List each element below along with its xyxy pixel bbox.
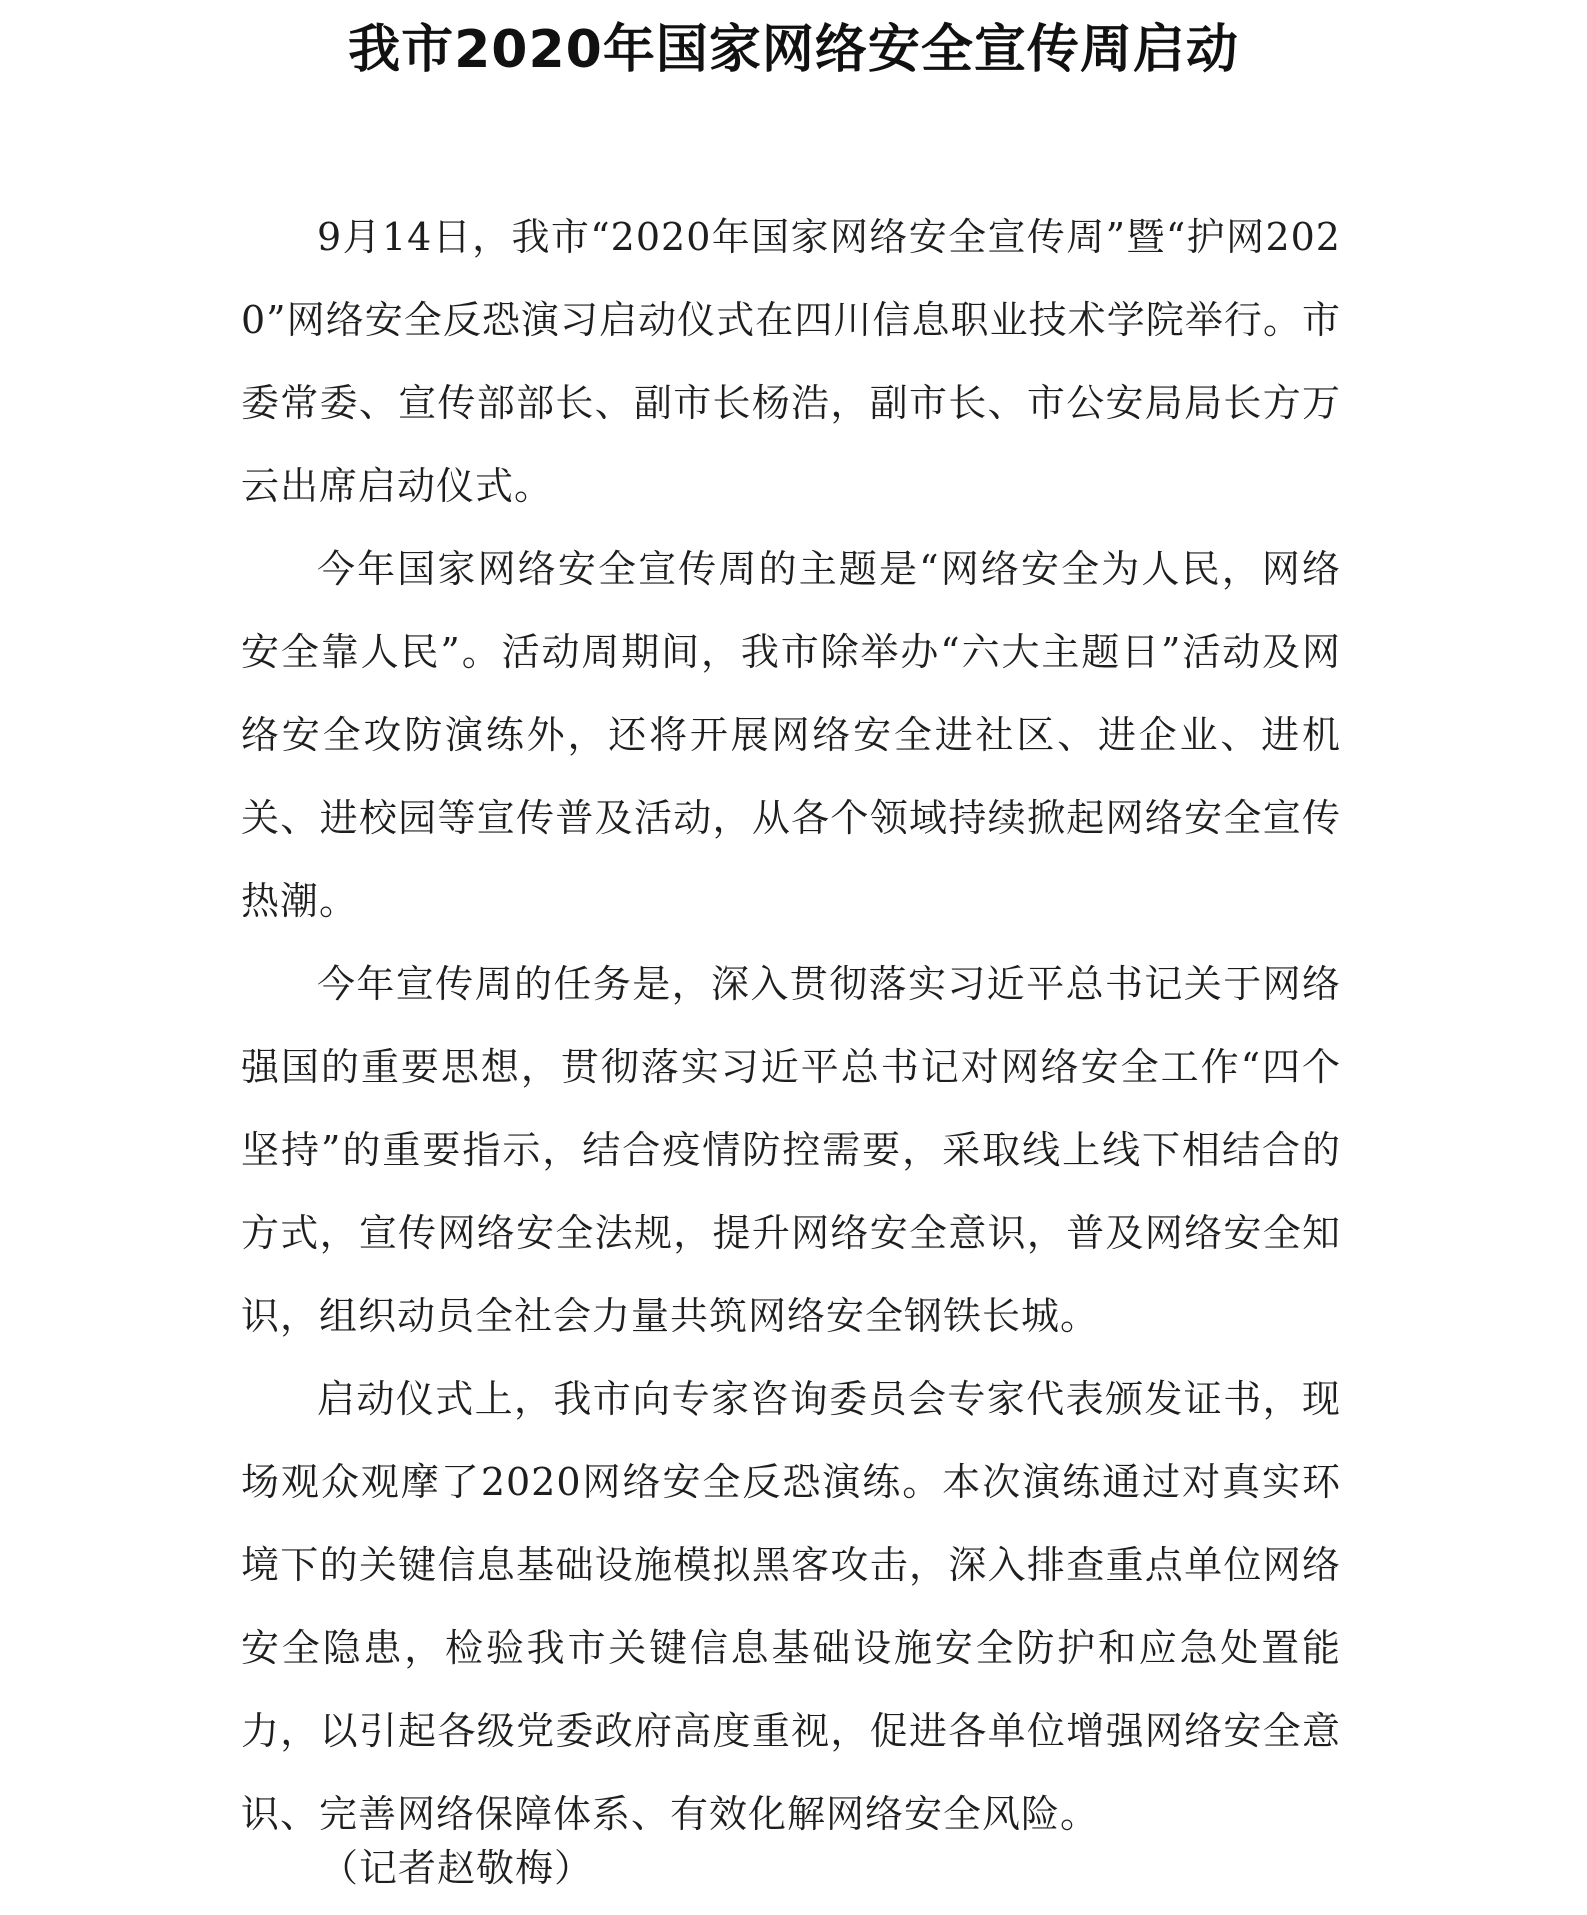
- reporter-byline: （记者赵敬梅）: [320, 1846, 594, 1890]
- article-body: [241, 196, 1341, 1856]
- paragraph-4: 启动仪式上，我市向专家咨询委员会专家代表颁发证书，现场观众观摩了2020网络安全反恐演练。本次演练通过对真实环境下的关键信息基础设施模拟黑客攻击，深入排查重点单位网络安全隐患，检验我市关键信息基础设施安全防护和应急处置能力，以引起各级党委政府高度重视，促进各单位增强网络安全意识、完善网络保障体系、有效化解网络安全风险。: [241, 1377, 1341, 1836]
- paragraph-2: 今年国家网络安全宣传周的主题是“网络安全为人民，网络安全靠人民”。活动周期间，我市除举办“六大主题日”活动及网络安全攻防演练外，还将开展网络安全进社区、进企业、进机关、进校园等宣传普及活动，从各个领域持续掀起网络安全宣传热潮。: [241, 547, 1341, 923]
- paragraph-3: 今年宣传周的任务是，深入贯彻落实习近平总书记关于网络强国的重要思想，贯彻落实习近平总书记对网络安全工作“四个坚持”的重要指示，结合疫情防控需要，采取线上线下相结合的方式，宣传网络安全法规，提升网络安全意识，普及网络安全知识，组织动员全社会力量共筑网络安全钢铁长城。: [241, 962, 1341, 1338]
- article-title: 我市2020年国家网络安全宣传周启动: [348, 20, 1239, 80]
- paragraph-1: 9月14日，我市“2020年国家网络安全宣传周”暨“护网2020”网络安全反恐演习启动仪式在四川信息职业技术学院举行。市委常委、宣传部部长、副市长杨浩，副市长、市公安局局长方万云出席启动仪式。: [241, 215, 1341, 508]
